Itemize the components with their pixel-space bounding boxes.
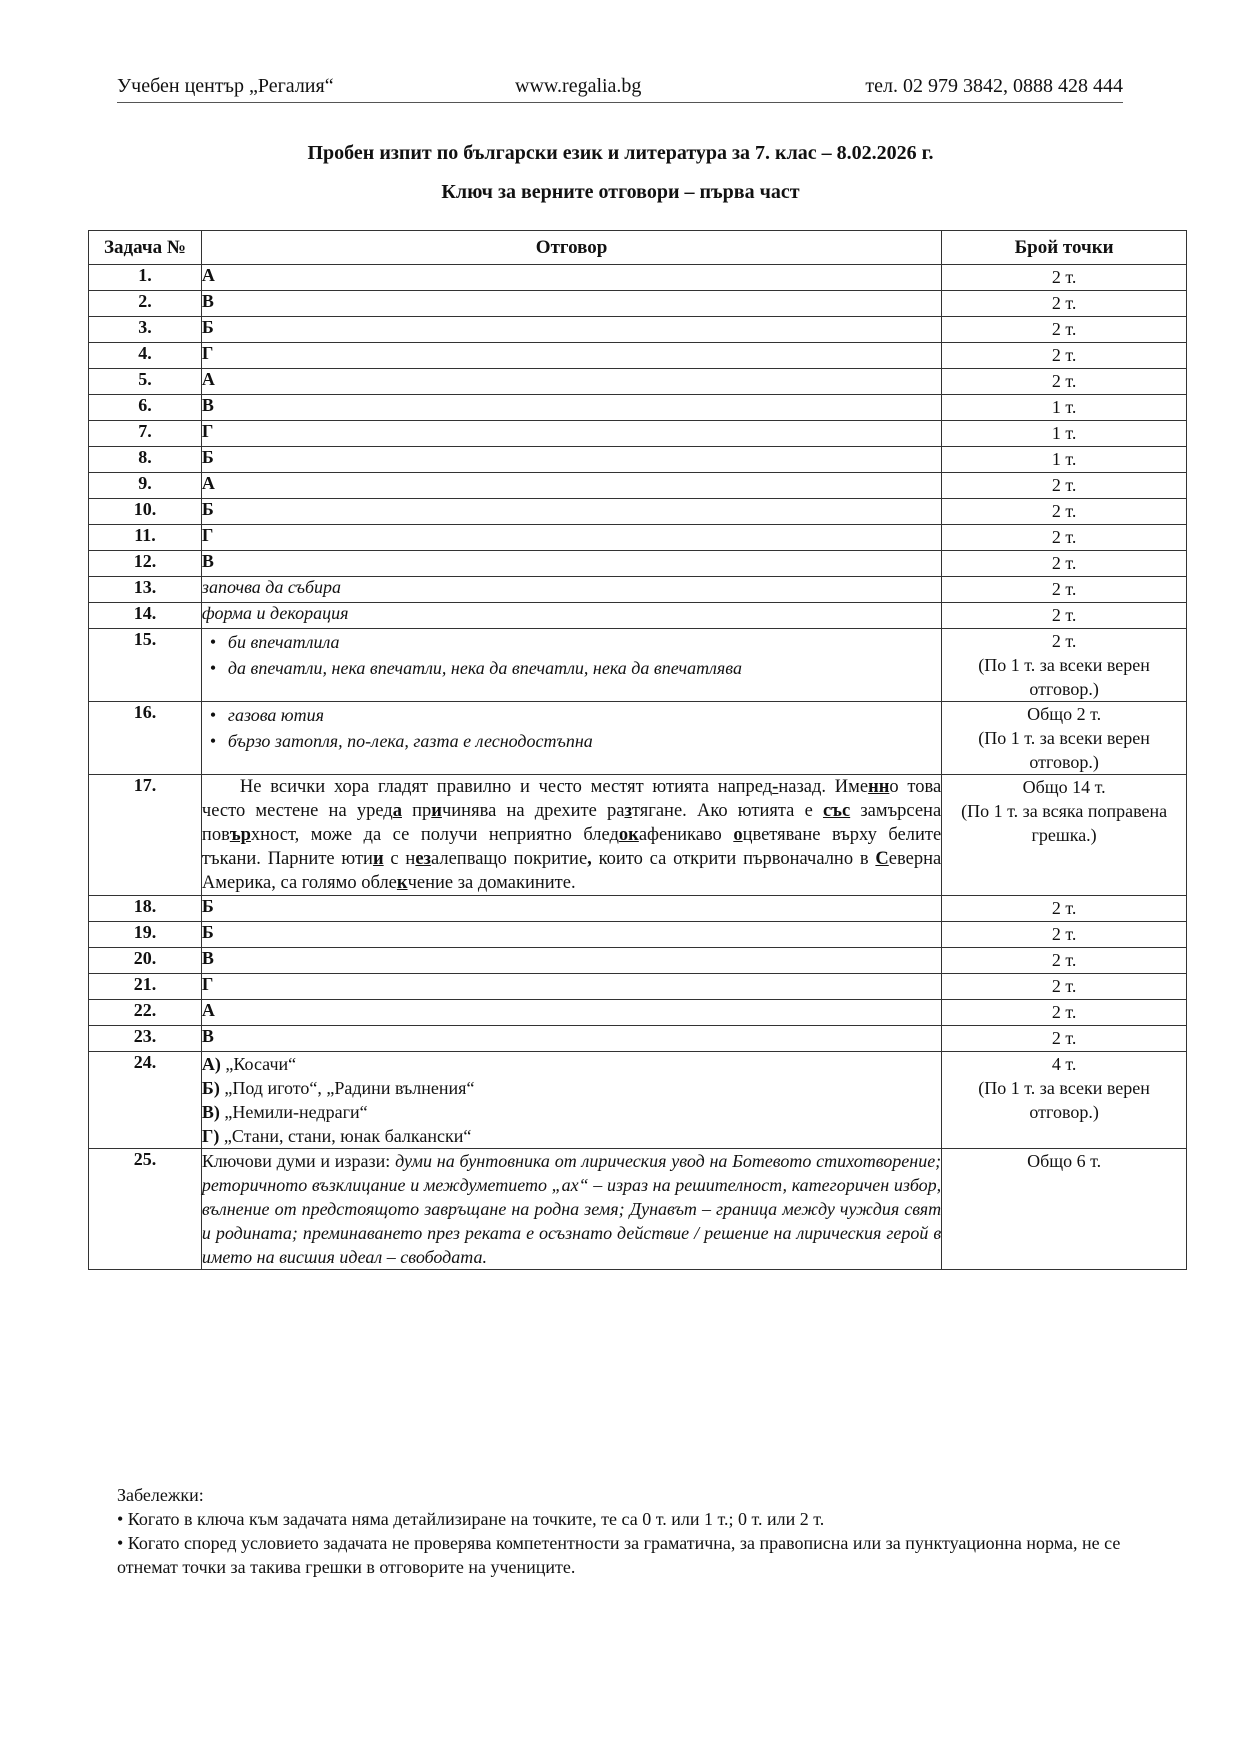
table-body-final — [89, 1052, 1187, 1270]
page-header — [117, 72, 1123, 103]
task-number: 3. — [89, 317, 202, 343]
item-text: „Косачи“ — [220, 1054, 297, 1074]
center-name: Учебен център „Регалия“ — [117, 75, 334, 97]
text-fragment: чинява на дрехите ра — [441, 801, 625, 821]
task-number: 22. — [89, 1000, 202, 1026]
answer-bullet-list — [202, 702, 941, 754]
points-cell: 2 т. — [942, 317, 1187, 343]
points-cell — [942, 1149, 1187, 1270]
item-letter: А) — [201, 1054, 221, 1074]
points-cell: 2 т. — [942, 499, 1187, 525]
points-note: (По 1 т. за всеки верен отговор.) — [978, 1078, 1150, 1122]
answer-cell — [201, 1149, 941, 1270]
table-row — [89, 896, 1187, 922]
task-number: 20. — [89, 948, 202, 974]
answer-cell: А — [201, 1000, 941, 1026]
points-cell: 2 т. — [942, 369, 1187, 395]
answer-item — [202, 1076, 941, 1100]
text-fragment: пр — [401, 801, 432, 821]
table-body — [89, 265, 1187, 629]
corrected-fragment: о — [733, 825, 743, 845]
answer-cell: Б — [201, 499, 941, 525]
table-row — [89, 369, 1187, 395]
corrected-fragment: С — [875, 849, 889, 869]
website-link[interactable]: www.regalia.bg — [515, 75, 642, 97]
points-value: Общо 14 т. — [1022, 777, 1106, 797]
answer-bullet: • би впечатлила — [210, 629, 941, 655]
answer-cell: В — [201, 395, 941, 421]
answer-bullet-list — [202, 629, 941, 681]
text-fragment: които са открити първоначално в — [591, 849, 876, 869]
item-letter: В) — [201, 1102, 220, 1122]
table-row-16 — [89, 702, 1187, 775]
corrected-fragment: ок — [618, 825, 639, 845]
table-row-25 — [89, 1149, 1187, 1270]
points-cell: 2 т. — [942, 577, 1187, 603]
notes-heading: Забележки: — [117, 1485, 204, 1505]
answer-cell: форма и декорация — [201, 603, 941, 629]
answer-cell: А — [201, 473, 941, 499]
task-number: 6. — [89, 395, 202, 421]
answer-bullet: • да впечатли, нека впечатли, нека да впечатли, нека да впечатлява — [210, 655, 941, 681]
points-cell: 2 т. — [942, 551, 1187, 577]
points-note: (По 1 т. за всеки верен отговор.) — [978, 655, 1150, 699]
points-cell: 2 т. — [942, 1026, 1187, 1052]
text-fragment: Не всички хора гладят правилно и често местят ютията напред — [239, 777, 773, 797]
table-row — [89, 525, 1187, 551]
header-points: Брой точки — [942, 231, 1187, 265]
answer-cell: Г — [201, 343, 941, 369]
answer-cell — [201, 775, 941, 896]
points-cell: 1 т. — [942, 421, 1187, 447]
points-cell: 2 т. — [942, 974, 1187, 1000]
document-subtitle: Ключ за верните отговори – първа част — [441, 181, 800, 203]
note-item: • Когато според условието задачата не проверява компетентности за граматична, за правописна или за пунктуационна норма, не се отнемат точки за такива грешки в отговорите на учениците. — [117, 1533, 1121, 1577]
task-number: 21. — [89, 974, 202, 1000]
text-fragment: алепващо покритие — [430, 849, 588, 869]
item-letter: Б) — [201, 1078, 220, 1098]
points-note: (По 1 т. за всеки верен отговор.) — [978, 728, 1150, 772]
answer-cell: Б — [201, 447, 941, 473]
answer-cell — [201, 1052, 941, 1149]
text-fragment: хност, може да се получи неприятно блед — [250, 825, 619, 845]
corrected-fragment: нн — [868, 777, 890, 797]
document-title: Пробен изпит по български език и литература за 7. клас – 8.02.2026 г. — [307, 142, 934, 164]
points-cell: 2 т. — [942, 525, 1187, 551]
answer-item — [202, 1100, 941, 1124]
points-cell: 2 т. — [942, 291, 1187, 317]
task-number: 10. — [89, 499, 202, 525]
text-fragment: цветяване върху белите тъкани. Парните юти — [201, 825, 942, 869]
task-number: 16. — [89, 702, 202, 775]
answer-cell: Г — [201, 525, 941, 551]
table-row — [89, 551, 1187, 577]
answer-cell: В — [201, 291, 941, 317]
points-note: (По 1 т. за всяка поправена грешка.) — [961, 801, 1168, 845]
answer-cell: В — [201, 1026, 941, 1052]
task-number: 24. — [89, 1052, 202, 1149]
table-row — [89, 1000, 1187, 1026]
table-row — [89, 447, 1187, 473]
task-number: 11. — [89, 525, 202, 551]
table-row — [89, 473, 1187, 499]
points-value: 4 т. — [1051, 1054, 1077, 1074]
task-number: 23. — [89, 1026, 202, 1052]
answer-key-table — [88, 230, 1187, 1270]
text-fragment: с н — [383, 849, 416, 869]
points-cell: 1 т. — [942, 447, 1187, 473]
answer-cell: В — [201, 551, 941, 577]
task-number: 18. — [89, 896, 202, 922]
table-row — [89, 974, 1187, 1000]
task-number: 1. — [89, 265, 202, 291]
corrected-fragment: , — [587, 849, 592, 869]
answer-cell: А — [201, 369, 941, 395]
answer-cell: Г — [201, 421, 941, 447]
text-fragment: назад. Име — [778, 777, 869, 797]
corrected-fragment: и — [431, 801, 442, 821]
table-header-row — [89, 231, 1187, 265]
points-cell: 2 т. — [942, 603, 1187, 629]
key-phrases — [202, 1149, 941, 1269]
points-value: 2 т. — [1051, 631, 1077, 651]
points-cell: 2 т. — [942, 473, 1187, 499]
table-row — [89, 577, 1187, 603]
points-cell: 2 т. — [942, 1000, 1187, 1026]
text-fragment: афеникаво — [638, 825, 734, 845]
table-row — [89, 343, 1187, 369]
table-row-17 — [89, 775, 1187, 896]
points-cell — [942, 702, 1187, 775]
points-value: Общо 6 т. — [1027, 1151, 1102, 1171]
task-number: 2. — [89, 291, 202, 317]
task-number: 5. — [89, 369, 202, 395]
note-item: • Когато в ключа към задачата няма детайлизиране на точките, те са 0 т. или 1 т.; 0 т. или 2 т. — [117, 1509, 825, 1529]
task-number: 15. — [89, 629, 202, 702]
points-cell: 2 т. — [942, 265, 1187, 291]
key-phrases-text: думи на бунтовника от лирическия увод на Ботевото стихотворение; реторичното възклицание и междуметието „ах“ – израз на решителност, категоричен избор, вълнение от предстоящото завръщане на родна земя; Дунавът – граница между чуждия свят и родината; преминаването през реката е осъзнато действие / решение на лирическия герой в името на висшия идеал – свободата. — [201, 1151, 942, 1267]
answer-cell: Б — [201, 317, 941, 343]
task-number: 14. — [89, 603, 202, 629]
key-phrases-lead: Ключови думи и изрази: — [201, 1151, 396, 1171]
points-value: Общо 2 т. — [1027, 704, 1102, 724]
corrected-fragment: ър — [229, 825, 251, 845]
answer-cell: Г — [201, 974, 941, 1000]
points-cell: 2 т. — [942, 922, 1187, 948]
table-row — [89, 603, 1187, 629]
table-body-continued — [89, 896, 1187, 1052]
answer-item — [202, 1052, 941, 1076]
text-fragment: еверна Америка, са голямо обле — [201, 849, 942, 893]
corrected-fragment: със — [822, 801, 851, 821]
corrected-paragraph — [202, 775, 941, 895]
text-fragment: тягане. Ако ютията е — [631, 801, 823, 821]
answer-cell — [201, 702, 941, 775]
task-number: 12. — [89, 551, 202, 577]
task-number: 19. — [89, 922, 202, 948]
points-cell — [942, 629, 1187, 702]
answer-cell: Б — [201, 922, 941, 948]
task-number: 4. — [89, 343, 202, 369]
points-cell: 2 т. — [942, 343, 1187, 369]
task-number: 8. — [89, 447, 202, 473]
item-letter: Г) — [201, 1126, 220, 1146]
table-body-extended — [89, 629, 1187, 896]
points-cell: 2 т. — [942, 948, 1187, 974]
phone-numbers: тел. 02 979 3842, 0888 428 444 — [865, 75, 1123, 97]
answer-bullet: • бързо затопля, по-лека, газта е леснодостъпна — [210, 728, 941, 754]
points-cell: 2 т. — [942, 896, 1187, 922]
points-cell — [942, 775, 1187, 896]
answer-cell: започва да събира — [201, 577, 941, 603]
corrected-fragment: к — [396, 873, 408, 893]
task-number: 25. — [89, 1149, 202, 1270]
table-row — [89, 291, 1187, 317]
corrected-fragment: и — [372, 849, 384, 869]
answer-cell — [201, 629, 941, 702]
table-row — [89, 421, 1187, 447]
header-answer: Отговор — [201, 231, 941, 265]
task-number: 9. — [89, 473, 202, 499]
corrected-fragment: ез — [415, 849, 431, 869]
text-fragment: замърсена пов — [201, 801, 942, 845]
corrected-fragment: з — [624, 801, 632, 821]
table-row — [89, 395, 1187, 421]
task-number: 7. — [89, 421, 202, 447]
table-row-24 — [89, 1052, 1187, 1149]
table-row — [89, 317, 1187, 343]
table-row — [89, 922, 1187, 948]
answer-cell: А — [201, 265, 941, 291]
header-task-number: Задача № — [89, 231, 202, 265]
task-number: 13. — [89, 577, 202, 603]
table-row-15 — [89, 629, 1187, 702]
answer-cell: Б — [201, 896, 941, 922]
points-cell: 1 т. — [942, 395, 1187, 421]
item-text: „Стани, стани, юнак балкански“ — [219, 1126, 472, 1146]
corrected-fragment: - — [772, 777, 779, 797]
notes-section — [117, 1483, 1177, 1579]
points-cell — [942, 1052, 1187, 1149]
item-text: „Под игото“, „Радини вълнения“ — [219, 1078, 475, 1098]
table-row — [89, 1026, 1187, 1052]
table-row — [89, 948, 1187, 974]
answer-cell: В — [201, 948, 941, 974]
text-fragment: о това често местене на уред — [201, 777, 942, 821]
text-fragment: чение за домакините. — [407, 873, 576, 893]
table-row — [89, 265, 1187, 291]
table-row — [89, 499, 1187, 525]
task-number: 17. — [89, 775, 202, 896]
answer-item — [202, 1124, 941, 1148]
item-text: „Немили-недраги“ — [219, 1102, 368, 1122]
answer-bullet: • газова ютия — [210, 702, 941, 728]
corrected-fragment: а — [392, 801, 402, 821]
